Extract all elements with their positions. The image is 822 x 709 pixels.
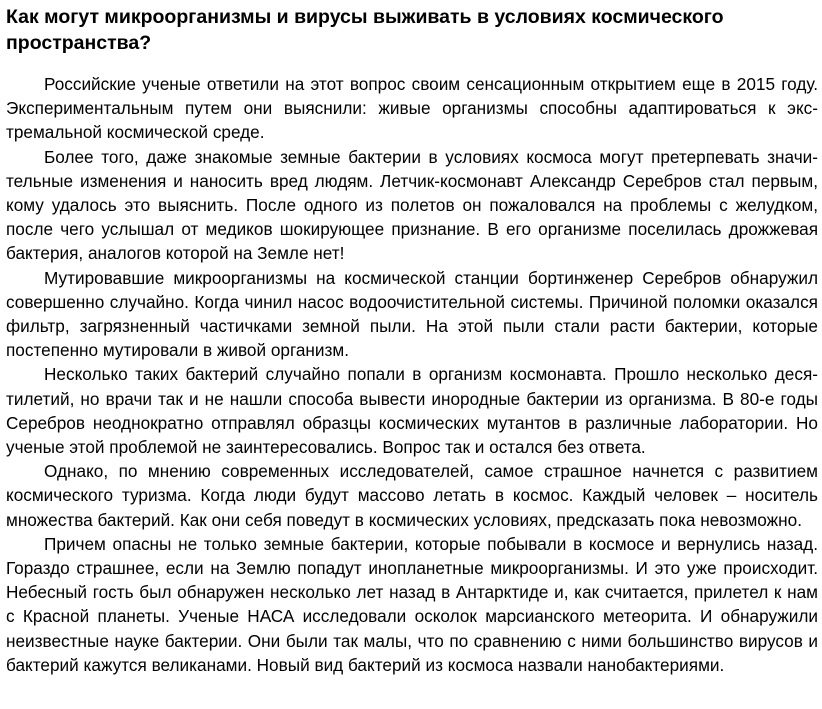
article-body [6,72,818,677]
paragraph-5: Однако, по мнению современных исследователей, самое страшное начнется с развитием космического туризма. Когда люди будут массово летать в космос. Каждый человек – носитель множества бактерий. Как они себя поведут в космических условиях, предсказать пока невозможно. [6,461,818,530]
paragraph-1: Российские ученые ответили на этот вопрос своим сенсационным открытием еще в 2015 году. Экспериментальным путем они выяснили: живые организмы способны адаптироваться к экстремальной космической среде. [6,74,818,143]
article [6,4,818,677]
paragraph-3: Мутировавшие микроорганизмы на космической станции бортинженер Серебров обнаружил совершенно случайно. Когда чинил насос водоочистительной системы. Причиной поломки оказался фильтр, загрязненный частичками земной пыли. На этой пыли стали расти бактерии, которые постепенно мутировали в живой организм. [6,267,818,361]
paragraph-4: Несколько таких бактерий случайно попали в организм космонавта. Прошло несколько десятилетий, но врачи так и не нашли способа вывести инородные бактерии из организма. В 80-е годы Серебров неоднократно отправлял образцы космических мутантов в различные лаборатории. Но ученые этой проблемой не заинтересовались. Вопрос так и остался без ответа. [6,364,818,458]
article-title: Как могут микроорганизмы и вирусы выживать в условиях космического пространства? [6,6,724,54]
paragraph-2: Более того, даже знакомые земные бактерии в условиях космоса могут претерпевать значительные изменения и наносить вред людям. Летчик-космонавт Александр Серебров стал первым, кому удалось это выяснить. После одного из полетов он пожаловался на проблемы с желудком, после чего услышал от медиков шокирующее признание. В его организме поселилась дрожжевая бактерия, аналогов которой на Земле нет! [6,146,818,264]
paragraph-6: Причем опасны не только земные бактерии, которые побывали в космосе и вернулись назад. Гораздо страшнее, если на Землю попадут инопланетные микроорганизмы. И это уже происходит. Небесный гость был обнаружен несколько лет назад в Антарктиде и, как считается, прилетел к нам с Красной планеты. Ученые НАСА исследовали осколок марсианского метеорита. И обнаружили неизвестные науке бактерии. Они были так малы, что по сравнению с ними большинство вирусов и бактерий кажутся великанами. Новый вид бактерий из космоса назвали нанобактериями. [6,533,818,675]
